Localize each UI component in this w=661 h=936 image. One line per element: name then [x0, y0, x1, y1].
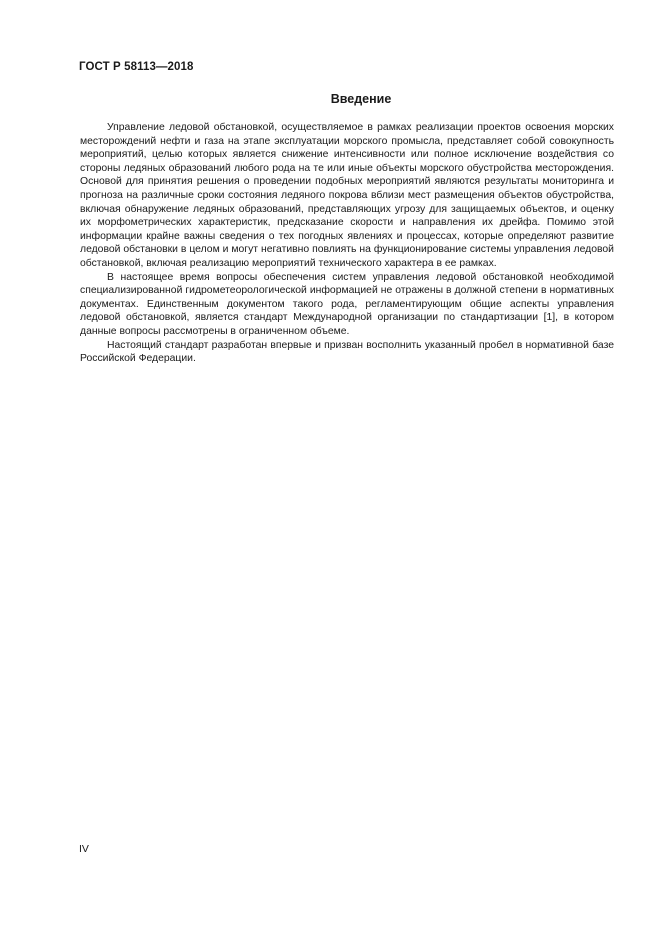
page-number: IV — [79, 843, 89, 855]
document-code-header: ГОСТ Р 58113—2018 — [79, 61, 194, 73]
paragraph: Управление ледовой обстановкой, осуществляемое в рамках реализации проектов освоения морских месторождений нефти и газа на этапе эксплуатации морского промысла, представляет собой совокупность мероприятий, целью которых является снижение интенсивности или полное исключение воздействия со стороны ледяных образований любого рода на те или иные объекты морского обустройства месторождения. Основой для принятия решения о проведении подобных мероприятий являются результаты мониторинга и прогноза на различные сроки состояния ледяного покрова вблизи мест размещения объектов обустройства, включая обнаружение ледяных образований, представляющих угрозу для защищаемых объектов, и оценку их морфометрических характеристик, предсказание скорости и направления их дрейфа. Помимо этой информации крайне важны сведения о тех погодных явлениях и процессах, которые определяют развитие ледовой обстановки в целом и могут негативно повлиять на функционирование системы управления ледовой обстановкой, включая реализацию мероприятий технического характера в ее рамках. — [80, 122, 614, 269]
section-title: Введение — [330, 92, 392, 106]
introduction-body — [80, 121, 614, 366]
paragraph: В настоящее время вопросы обеспечения систем управления ледовой обстановкой необходимой специализированной гидрометеорологической информацией не отражены в должной степени в нормативных документах. Единственным документом такого рода, регламентирующим общие аспекты управления ледовой обстановкой, является стандарт Международной организации по стандартизации [1], в котором данные вопросы рассмотрены в ограниченном объеме. — [80, 271, 614, 337]
paragraph: Настоящий стандарт разработан впервые и призван восполнить указанный пробел в нормативной базе Российской Федерации. — [80, 339, 614, 365]
